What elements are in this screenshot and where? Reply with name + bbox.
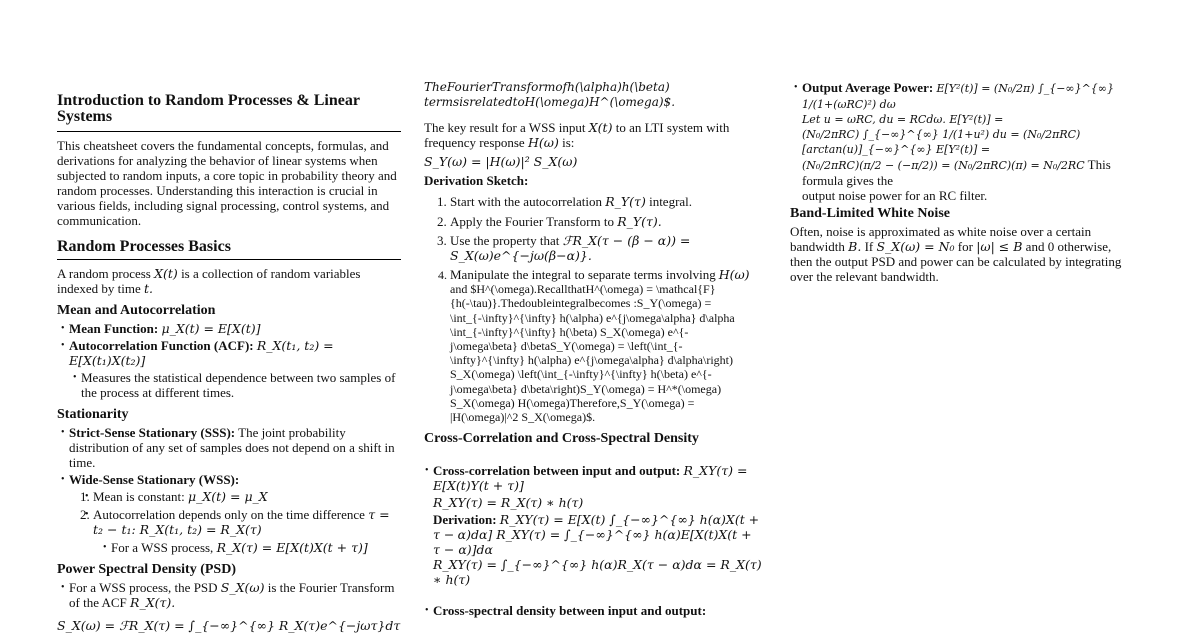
output-power-list: [790, 80, 1136, 203]
column-1: [57, 80, 401, 637]
list-item-acf-note: • Measures the statistical dependence between two samples of the process at different times.: [81, 370, 401, 400]
subsection-title-band-limited: Band-Limited White Noise: [790, 206, 950, 221]
key-formula: S_Y(ω) = |H(ω)|² S_X(ω): [424, 154, 578, 169]
raw-latex-line-1: TheFourierTransformofh(\alpha)h(\beta): [424, 80, 670, 94]
key-result-paragraph: The key result for a WSS input X(t) to an LTI system with frequency response H(ω) is:: [424, 120, 730, 150]
raw-latex-line-2: termsisrelatedtoH(\omega)H^(\omega)$.: [424, 95, 676, 109]
mean-list: [57, 321, 401, 400]
list-item-psd: • For a WSS process, the PSD S_X(ω) is the Fourier Transform of the ACF R_X(τ).: [69, 580, 401, 610]
derivation-steps: [424, 194, 762, 424]
list-item-output-power: • Output Average Power: E[Y²(t)] = (N₀/2π) ∫_{−∞}^{∞} 1/(1+(ωRC)²) dω Let u = ωRC, du = RCdω. E[Y²(t)] = (N₀/2πRC) ∫_{−∞}^{∞} 1/(1+u²) du = (N₀/2πRC)[arctan(u)]_{−∞}^{∞} E[Y²(t)] = (N₀/2πRC)(π/2 − (−π/2)) = (N₀/2πRC)(π) = N₀/2RC This formula gives the output noise power for an RC filter.: [802, 80, 1136, 203]
subsection-title-mean: Mean and Autocorrelation: [57, 303, 216, 318]
list-item-wss-note: • For a WSS process, R_X(τ) = E[X(t)X(t + τ)]: [111, 540, 401, 555]
band-limited-paragraph: Often, noise is approximated as white noise over a certain bandwidth B. If S_X(ω) = N₀ for |ω| ≤ B and 0 otherwise, then the output PSD and power can be calculated by integrating over the relevant bandwidth.: [790, 224, 1122, 284]
basics-paragraph: A random process X(t) is a collection of random variables indexed by time t.: [57, 266, 361, 296]
column-3: [790, 80, 1136, 288]
cross-correlation-list: [424, 449, 762, 618]
list-item-wss: • Wide-Sense Stationary (WSS): • 1. Mean is constant: μ_X(t) = μ_X • 2. Autocorrelation depends only on the time difference τ = t₂ − t₁: R_X(t₁, t₂) = R_X(τ) • For a WSS process, R_X(τ) = E[X(t)X(t + τ)]: [69, 472, 401, 555]
wss-condition-2: • 2. Autocorrelation depends only on the time difference τ = t₂ − t₁: R_X(t₁, t₂) = R_X(τ): [93, 507, 401, 537]
section-title-basics: Random Processes Basics: [57, 238, 401, 260]
subsection-title-psd: Power Spectral Density (PSD): [57, 562, 236, 577]
wss-condition-1: • 1. Mean is constant: μ_X(t) = μ_X: [93, 489, 401, 504]
psd-list: [57, 580, 401, 610]
derivation-title: Derivation Sketch:: [424, 173, 529, 188]
derivation-step-2: 2. Apply the Fourier Transform to R_Y(τ).: [450, 214, 762, 229]
derivation-step-3: 3. Use the property that ℱR_X(τ − (β − α)) = S_X(ω)e^{−jω(β−α)}.: [450, 233, 762, 263]
list-item-cross-correlation: • Cross-correlation between input and output: R_XY(τ) = E[X(t)Y(t + τ)] R_XY(τ) = R_X(τ) ∗ h(τ) Derivation: R_XY(τ) = E[X(t) ∫_{−∞}^{∞} h(α)X(t + τ − α)dα] R_XY(τ) = ∫_{−∞}^{∞} h(α)E[X(t)X(t + τ − α)]dα R_XY(τ) = ∫_{−∞}^{∞} h(α)R_X(τ − α)dα = R_X(τ) ∗ h(τ): [433, 449, 762, 587]
list-item-sss: • Strict-Sense Stationary (SSS): The joint probability distribution of any set of samples does not depend on a shift in time.: [69, 425, 401, 470]
list-item-mean: • Mean Function: μ_X(t) = E[X(t)]: [69, 321, 401, 336]
page-title: Introduction to Random Processes & Linear Systems: [57, 93, 401, 132]
psd-formula: S_X(ω) = ℱR_X(τ) = ∫_{−∞}^{∞} R_X(τ)e^{−jωτ}dτ: [57, 618, 401, 633]
cross-correlation-derivation: Derivation: R_XY(τ) = E[X(t) ∫_{−∞}^{∞} h(α)X(t + τ − α)dα] R_XY(τ) = ∫_{−∞}^{∞} h(α)E[X(t)X(t + τ − α)]dα R_XY(τ) = ∫_{−∞}^{∞} h(α)R_X(τ − α)dα = R_X(τ) ∗ h(τ): [433, 512, 762, 588]
cross-correlation-result: R_XY(τ) = R_X(τ) ∗ h(τ): [433, 495, 584, 511]
stationarity-list: [57, 425, 401, 555]
column-2: [424, 80, 762, 620]
derivation-step-4: 4. Manipulate the integral to separate terms involving H(ω) and $H^(\omega).RecallthatH^(\omega) = \mathcal{F} {h(-\tau)}.Thedoubleintegralbecomes :S_Y(\omega) = \int_{-\infty}^{\infty} h(\alpha) e^{j\omega\alpha} d\alpha \int_{-\infty}^{\infty} h(\beta) S_X(\omega) e^{- j\omega\beta} d\betaS_Y(\omega) = \left(\int_{- \infty}^{\infty} h(\alpha) e^{j\omega\alpha} d\alpha\right) S_X(\omega) \left(\int_{-\infty}^{\infty} h(\beta) e^{- j\omega\beta} d\beta\right)S_Y(\omega) = H^*(\omega) S_X(\omega) H(\omega)Therefore,S_Y(\omega) = |H(\omega)|^2 S_X(\omega)$.: [450, 268, 762, 424]
subsection-title-cross-correlation: Cross-Correlation and Cross-Spectral Density: [424, 431, 699, 447]
derivation-step-1: 1. Start with the autocorrelation R_Y(τ) integral.: [450, 194, 762, 209]
list-item-cross-spectral: • Cross-spectral density between input and output:: [433, 589, 762, 618]
list-item-acf: • Autocorrelation Function (ACF): R_X(t₁, t₂) = E[X(t₁)X(t₂)] • Measures the statistical dependence between two samples of the process at different times.: [69, 338, 401, 400]
intro-paragraph: This cheatsheet covers the fundamental concepts, formulas, and derivations for analyzing the behavior of linear systems when subjected to random inputs, a core topic in probability theory and random processes. Understanding this interaction is crucial in various fields, including signal processing, control systems, and communication.: [57, 138, 397, 228]
subsection-title-stationarity: Stationarity: [57, 407, 129, 422]
